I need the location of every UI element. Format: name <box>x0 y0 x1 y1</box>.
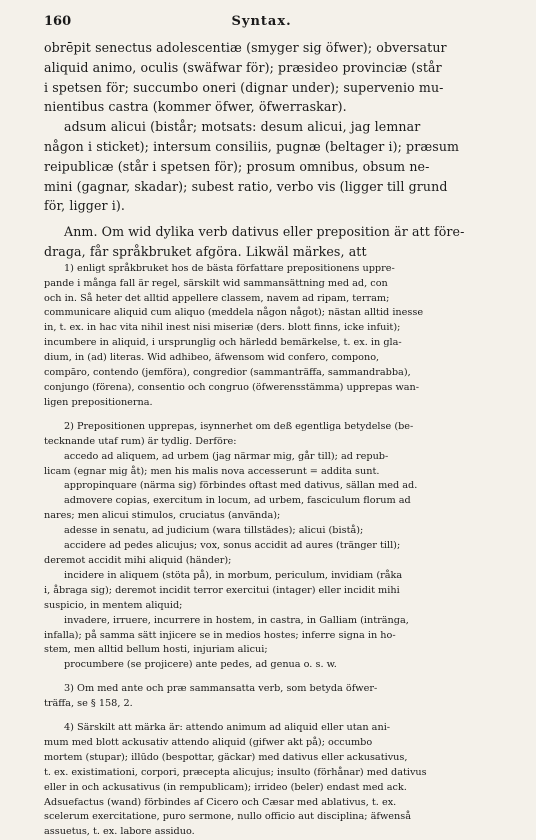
text-line: mum med blott ackusativ attendo aliquid (gifwer akt på); occumbo <box>44 736 373 748</box>
text-line: någon i sticket); intersum consiliis, pugnæ (beltager i); præsum <box>44 138 460 154</box>
text-line: 3) Om med ante och præ sammansatta verb, som betyda öfwer- <box>64 683 378 695</box>
text-line: appropinquare (närma sig) förbindes oftast med dativus, sällan med ad. <box>64 480 418 492</box>
text-line: t. ex. existimationi, corpori, præcepta alicujus; insulto (förhånar) med dativus <box>44 766 427 778</box>
text-line: admovere copias, exercitum in locum, ad urbem, fasciculum florum ad <box>64 495 411 507</box>
text-line: aliquid animo, oculis (swäfwar för); præsideo provinciæ (står <box>44 59 442 75</box>
text-line: ligen prepositionerna. <box>44 396 153 408</box>
text-line: i spetsen för; succumbo oneri (dignar under); supervenio mu- <box>44 79 444 95</box>
paragraph-obrepit <box>44 38 492 117</box>
text-line: obrēpit senectus adolescentiæ (smyger sig öfwer); obversatur <box>44 40 447 55</box>
text-line: stem, men alltid bellum hosti, injuriam alicui; <box>44 644 268 656</box>
note-1 <box>44 262 492 411</box>
text-line: invadere, irruere, incurrere in hostem, in castra, in Galliam (intränga, <box>64 614 409 626</box>
text-line: draga, får språkbruket afgöra. Likwäl märkes, att <box>44 243 367 259</box>
text-line: suspicio, in mentem aliquid; <box>44 599 183 611</box>
text-line: conjungo (förena), consentio och congruo (öfwerensstämma) upprepas wan- <box>44 382 420 394</box>
text-line: mini (gagnar, skadar); subest ratio, verbo vis (ligger till grund <box>44 178 448 194</box>
text-line: nientibus castra (kommer öfwer, öfwerraskar). <box>44 99 347 115</box>
text-line: compāro, contendo (jemföra), congredior (sammanträffa, sammandrabba), <box>44 367 411 379</box>
text-line: pande i många fall är regel, särskilt wid sammansättning med ad, con <box>44 277 388 289</box>
text-line: Anm. Om wid dylika verb dativus eller preposition är att före- <box>64 224 465 240</box>
text-line: nares; men alicui stimulos, cruciatus (använda); <box>44 510 281 522</box>
text-line: adesse in senatu, ad judicium (wara tillstädes); alicui (bistå); <box>64 525 364 537</box>
text-line: assuetus, t. ex. labore assiduo. <box>44 826 195 838</box>
text-line: träffa, se § 158, 2. <box>44 698 133 710</box>
text-line: 1) enligt språkbruket hos de bästa författare prepositionens uppre- <box>64 262 395 274</box>
note-4 <box>44 721 492 840</box>
text-line: tecknande utaf rum) är tydlig. Derföre: <box>44 435 237 447</box>
paragraph-adsum <box>44 117 492 216</box>
running-head: Syntax. <box>231 14 292 29</box>
text-line: communicare aliquid cum aliquo (meddela någon något); nästan alltid inesse <box>44 307 424 319</box>
text-line: dium, in (ad) literas. Wid adhibeo, äfwensom wid confero, compono, <box>44 352 380 364</box>
text-line: licam (egnar mig åt); men his malis nova accesserunt = addita sunt. <box>44 465 380 477</box>
text-line: infalla); på samma sätt injicere se in medios hostes; inferre signa in ho- <box>44 629 396 641</box>
text-line: scelerum exercitatione, puro sermone, nullo officio aut disciplina; äfwenså <box>44 811 412 823</box>
text-line: reipublicæ (står i spetsen för); prosum omnibus, obsum ne- <box>44 158 430 174</box>
text-line: in, t. ex. in hac vita nihil inest nisi miseriæ (ders. blott finns, icke infuit); <box>44 322 401 334</box>
text-line: eller in och ackusativus (in rempublicam); irrideo (beler) endast med ack. <box>44 781 407 793</box>
text-line: för, ligger i). <box>44 198 125 214</box>
text-line: accedo ad aliquem, ad urbem (jag närmar mig, går till); ad repub- <box>64 450 389 462</box>
text-line: och in. Så heter det alltid appellere classem, navem ad ripam, terram; <box>44 292 390 304</box>
text-line: Adsuefactus (wand) förbindes af Cicero och Cæsar med ablativus, t. ex. <box>44 796 397 808</box>
text-line: adsum alicui (bistår; motsats: desum alicui, jag lemnar <box>64 119 421 135</box>
text-line: procumbere (se projicere) ante pedes, ad genua o. s. w. <box>64 659 337 671</box>
page-header <box>44 14 492 38</box>
note-2 <box>44 420 492 673</box>
note-3 <box>44 682 492 712</box>
text-line: 2) Prepositionen upprepas, isynnerhet om deß egentliga betydelse (be- <box>64 420 414 432</box>
anm-intro <box>44 222 492 262</box>
text-line: incumbere in aliquid, i ursprunglig och härledd bemärkelse, t. ex. in gla- <box>44 337 402 349</box>
text-line: incidere in aliquem (stöta på), in morbum, periculum, invidiam (råka <box>64 569 403 581</box>
text-line: i, åbraga sig); deremot incidit terror exercitui (intager) eller incidit mihi <box>44 584 400 596</box>
text-line: accidere ad pedes alicujus; vox, sonus accidit ad aures (tränger till); <box>64 540 401 552</box>
text-line: mortem (stupar); illūdo (bespottar, gäckar) med dativus eller ackusativus, <box>44 751 408 763</box>
text-line: deremot accidit mihi aliquid (händer); <box>44 554 232 566</box>
text-line: 4) Särskilt att märka är: attendo animum ad aliquid eller utan ani- <box>64 722 391 734</box>
page-number: 160 <box>44 14 72 29</box>
